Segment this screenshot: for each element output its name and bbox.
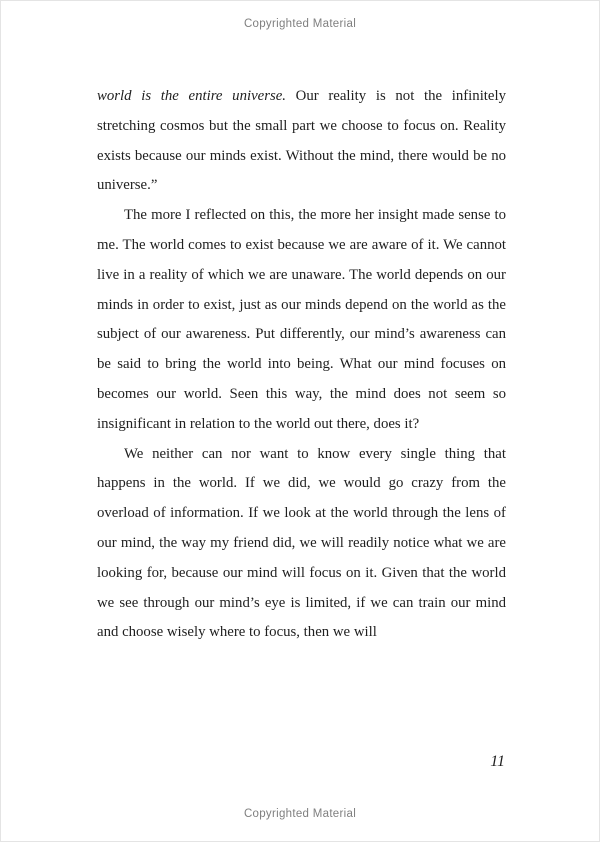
paragraph (97, 440, 506, 649)
italic-phrase: world is the entire universe. (97, 88, 286, 104)
copyright-notice-top: Copyrighted Material (243, 18, 357, 30)
paragraph (97, 82, 506, 201)
paragraph-text: We neither can nor want to know every single thing that happens in the world. If we did, we would go crazy from the overload of information. If we look at the world through the lens of our mind, the way my friend did, we will readily notice what we are looking for, because our mind will focus on it. Given that the world we see through our mind’s eye is limited, if we can train our mind and choose wisely where to focus, then we will (97, 445, 506, 641)
page-number: 11 (490, 753, 505, 770)
paragraph-text: The more I reflected on this, the more her insight made sense to me. The world comes to exist because we are aware of it. We cannot live in a reality of which we are unaware. The world depends on our minds in order to exist, just as our minds depend on the world as the subject of our awareness. Put differently, our mind’s awareness can be said to bring the world into being. What our mind focuses on becomes our world. Seen this way, the mind does not seem so insignificant in relation to the world out there, does it? (97, 207, 506, 432)
paragraph (97, 201, 506, 439)
body-text (97, 82, 506, 648)
paragraph-text: Our reality is not the infinitely stretching cosmos but the small part we choose to focus on. Reality exists because our minds exist. Without the mind, there would be no universe.” (97, 88, 506, 194)
copyright-notice-bottom: Copyrighted Material (243, 808, 357, 820)
